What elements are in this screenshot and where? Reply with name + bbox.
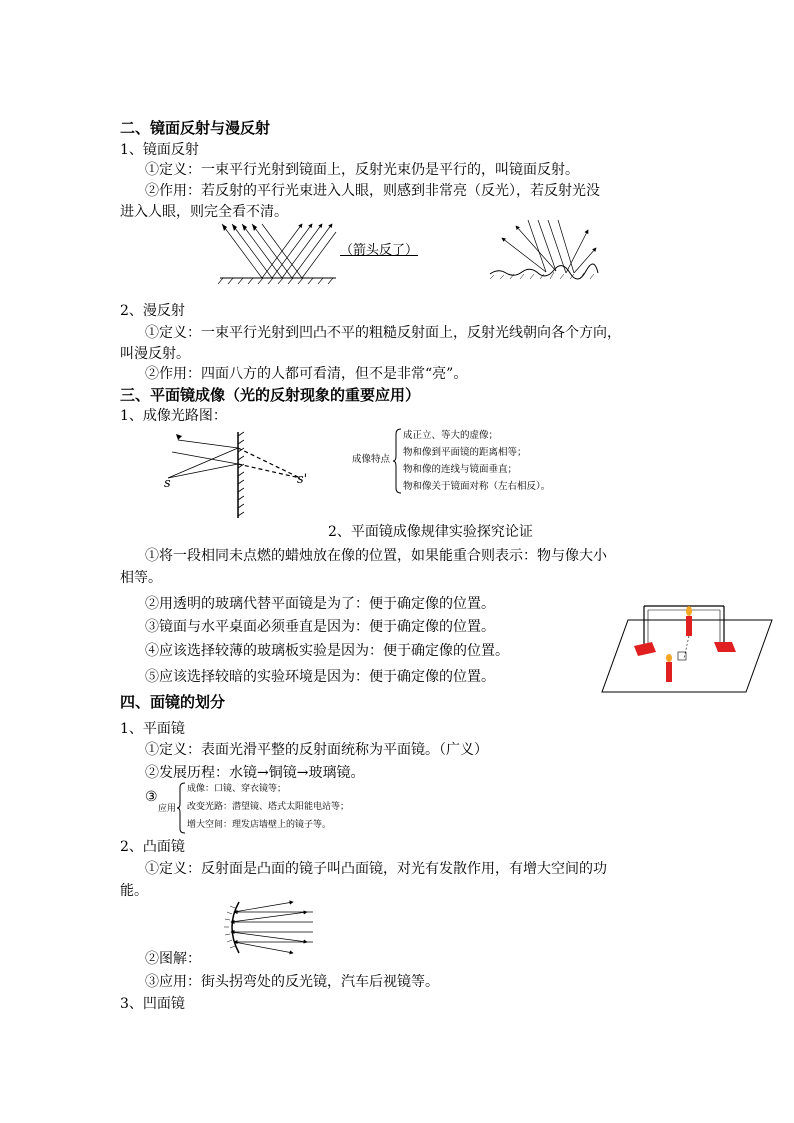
plane-mirror-title: 1、平面镜 [120, 721, 185, 737]
plane-mirror-history: ②发展历程：水镜→铜镜→玻璃镜。 [145, 765, 365, 781]
app-brace [177, 782, 186, 834]
feature-brace [393, 428, 403, 494]
plane-mirror-app-number: ③ [145, 789, 158, 805]
app-item: 增大空间：理发店墙壁上的镜子等。 [187, 820, 332, 830]
diffuse-use: ②作用：四面八方的人都可看清，但不是非常“亮”。 [145, 366, 468, 382]
plane-mirror-app-label: 应用 [158, 804, 177, 814]
diffuse-definition-line2: 叫漫反射。 [120, 346, 190, 362]
feature-item: 物和像到平面镜的距离相等； [403, 447, 527, 458]
experiment-title: 2、平面镜成像规律实验探究论证 [328, 524, 533, 540]
convex-mirror-definition-line2: 能。 [120, 883, 148, 899]
concave-mirror-title: 3、凹面镜 [120, 996, 185, 1012]
experiment-point-1-line2: 相等。 [120, 570, 162, 586]
specular-definition: ①定义：一束平行光射到镜面上，反射光束仍是平行的，叫镜面反射。 [145, 162, 579, 178]
specular-use-line1: ②作用：若反射的平行光束进入人眼，则感到非常亮（反光），若反射光没 [145, 183, 600, 199]
experiment-point-3: ③镜面与水平桌面必须垂直是因为：便于确定像的位置。 [145, 619, 495, 635]
object-label-s: s [164, 476, 171, 491]
diffuse-title: 2、漫反射 [120, 303, 185, 319]
convex-mirror-diagram [213, 900, 323, 955]
feature-label: 成像特点 [352, 454, 391, 465]
experiment-point-1-line1: ①将一段相同未点燃的蜡烛放在像的位置，如果能重合则表示：物与像大小 [145, 548, 607, 564]
section-2-title: 二、镜面反射与漫反射 [120, 119, 271, 137]
feature-item: 物和像关于镜面对称（左右相反）。 [403, 481, 551, 492]
specular-reflection-diagram [218, 220, 338, 286]
plane-mirror-definition: ①定义：表面光滑平整的反射面统称为平面镜。（广义） [145, 742, 488, 758]
specular-title: 1、镜面反射 [120, 142, 199, 158]
section-3-title: 三、平面镜成像（光的反射现象的重要应用） [120, 386, 421, 404]
app-item: 改变光路：潜望镜、塔式太阳能电站等； [187, 802, 350, 812]
candle-experiment-illustration [600, 596, 776, 694]
convex-mirror-application: ③应用：街头拐弯处的反光镜，汽车后视镜等。 [145, 974, 439, 990]
experiment-point-5: ⑤应该选择较暗的实验环境是因为：便于确定像的位置。 [145, 669, 495, 685]
diffuse-definition-line1: ①定义：一束平行光射到凹凸不平的粗糙反射面上，反射光线朝向各个方向， [145, 325, 621, 341]
convex-mirror-title: 2、凸面镜 [120, 839, 185, 855]
arrow-note: （箭头反了） [340, 243, 419, 258]
experiment-point-4: ④应该选择较薄的玻璃板实验是因为：便于确定像的位置。 [145, 643, 509, 659]
specular-use-line2: 进入人眼，则完全看不清。 [120, 204, 288, 220]
image-label-s-prime: s' [297, 472, 308, 487]
experiment-point-2: ②用透明的玻璃代替平面镜是为了：便于确定像的位置。 [145, 596, 495, 612]
app-item: 成像：口镜、穿衣镜等； [187, 784, 287, 794]
imaging-path-title: 1、成像光路图： [120, 408, 227, 424]
diffuse-reflection-diagram [488, 218, 600, 280]
convex-mirror-figure-label: ②图解： [145, 951, 201, 967]
feature-item: 物和像的连线与镜面垂直； [403, 464, 518, 475]
section-4-title: 四、面镜的划分 [120, 693, 226, 711]
feature-item: 成正立、等大的虚像； [403, 430, 499, 441]
convex-mirror-definition-line1: ①定义：反射面是凸面的镜子叫凸面镜，对光有发散作用，有增大空间的功 [145, 861, 607, 877]
